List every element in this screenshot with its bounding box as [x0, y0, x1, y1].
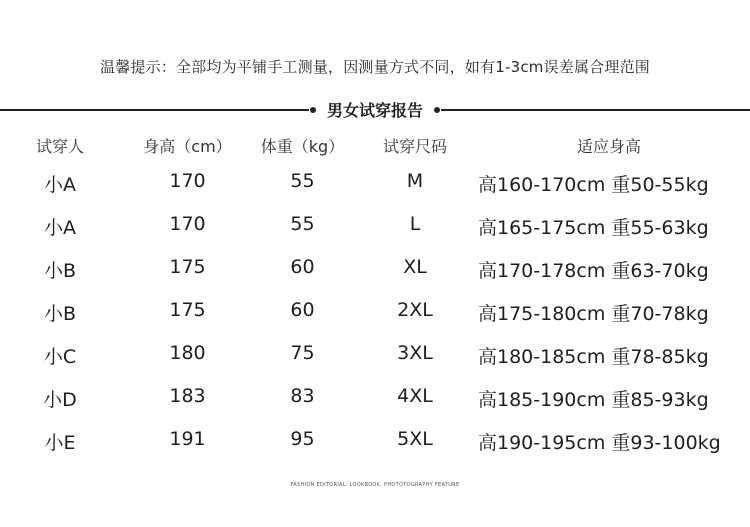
table-row	[0, 377, 750, 420]
cell-height: 183	[169, 385, 206, 407]
table-header-row	[0, 130, 750, 162]
cell-size: L	[409, 213, 421, 235]
cell-height: 170	[169, 213, 206, 235]
notice-text: 温馨提示：全部均为平铺手工测量，因测量方式不同，如有1-3cm误差属合理范围	[100, 58, 650, 76]
title-dot-right	[434, 107, 440, 113]
cell-height: 170	[169, 170, 206, 192]
report-title: 男女试穿报告	[326, 101, 423, 120]
table-row	[0, 248, 750, 291]
fitting-table	[0, 130, 750, 463]
header-height: 身高（cm）	[143, 137, 232, 156]
cell-height: 191	[169, 428, 206, 450]
cell-person: 小C	[43, 346, 77, 368]
cell-person: 小D	[43, 389, 77, 411]
cell-size: 4XL	[397, 385, 433, 407]
table-row	[0, 162, 750, 205]
report-title-bar	[0, 98, 750, 122]
cell-fit: 高160-170cm 重50-55kg	[478, 174, 709, 196]
cell-fit: 高180-185cm 重78-85kg	[478, 346, 709, 368]
header-size: 试穿尺码	[382, 137, 447, 156]
cell-size: XL	[403, 256, 427, 278]
table-row	[0, 420, 750, 463]
title-divider-left	[0, 109, 309, 111]
table-row	[0, 291, 750, 334]
cell-size: M	[406, 170, 424, 192]
cell-weight: 60	[290, 256, 315, 278]
cell-weight: 75	[290, 342, 315, 364]
cell-weight: 55	[290, 170, 315, 192]
cell-person: 小E	[44, 432, 76, 454]
cell-weight: 83	[290, 385, 315, 407]
table-row	[0, 334, 750, 377]
cell-size: 5XL	[397, 428, 433, 450]
table-row	[0, 205, 750, 248]
title-divider-right	[441, 109, 750, 111]
header-fit: 适应身高	[576, 137, 641, 156]
cell-fit: 高190-195cm 重93-100kg	[478, 432, 721, 454]
cell-person: 小B	[43, 260, 77, 282]
cell-weight: 60	[290, 299, 315, 321]
title-dot-left	[310, 107, 316, 113]
cell-height: 175	[169, 299, 206, 321]
cell-weight: 95	[290, 428, 315, 450]
cell-fit: 高165-175cm 重55-63kg	[478, 217, 709, 239]
cell-person: 小A	[44, 217, 76, 239]
header-person: 试穿人	[35, 137, 84, 156]
cell-height: 175	[169, 256, 206, 278]
cell-height: 180	[169, 342, 206, 364]
cell-fit: 高185-190cm 重85-93kg	[478, 389, 709, 411]
cell-person: 小B	[43, 303, 77, 325]
cell-fit: 高175-180cm 重70-78kg	[478, 303, 709, 325]
header-weight: 体重（kg）	[260, 137, 345, 156]
cell-size: 2XL	[397, 299, 433, 321]
cell-fit: 高170-178cm 重63-70kg	[478, 260, 709, 282]
cell-size: 3XL	[397, 342, 433, 364]
cell-person: 小A	[44, 174, 76, 196]
footer-caption: FASHION EDITORIAL. LOOKBOOK. PHOTOTOGRAPHY FEATURE	[290, 482, 460, 488]
cell-weight: 55	[290, 213, 315, 235]
